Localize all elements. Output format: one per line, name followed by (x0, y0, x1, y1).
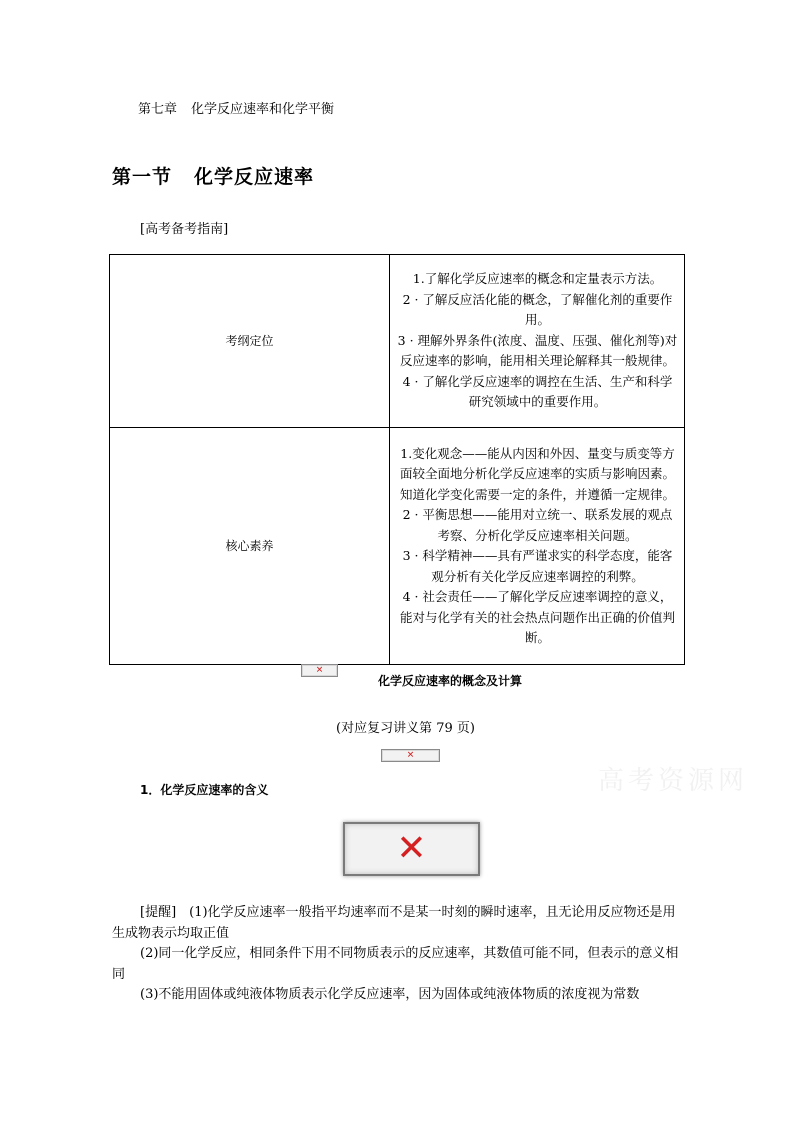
reminder-block (112, 903, 685, 1006)
list-item: 1.变化观念——能从内因和外因、量变与质变等方面较全面地分析化学反应速率的实质与影响因素。知道化学变化需要一定的条件，并遵循一定规律。 (399, 445, 675, 502)
chapter-heading (138, 98, 334, 117)
section-number: 第一节 (112, 166, 173, 188)
list-item: 2 · 了解反应活化能的概念，了解催化剂的重要作用。 (402, 291, 673, 328)
list-item: 4 · 了解化学反应速率的调控在生活、生产和科学研究领域中的重要作用。 (402, 373, 673, 410)
table-row (110, 428, 685, 665)
broken-image-icon: ✕ (381, 749, 440, 762)
section-heading (112, 162, 314, 189)
row-content-literacy (390, 428, 685, 665)
guide-label: [高考备考指南] (140, 222, 229, 237)
reminder-line: (2)同一化学反应，相同条件下用不同物质表示的反应速率，其数值可能不同，但表示的意义相同 (112, 946, 679, 982)
requirements-table (109, 254, 685, 665)
list-item: 3 · 科学精神——具有严谨求实的科学态度，能客观分析有关化学反应速率调控的利弊。 (402, 548, 673, 584)
row-label-literacy: 核心素养 (110, 428, 390, 665)
item-heading: 1．化学反应速率的含义 (140, 783, 269, 797)
watermark: 高考资源网 (598, 766, 749, 796)
section-title: 化学反应速率 (194, 166, 315, 188)
chapter-title: 化学反应速率和化学平衡 (191, 102, 335, 117)
knowledge-point-title: 化学反应速率的概念及计算 (378, 674, 523, 688)
list-item: 1.了解化学反应速率的概念和定量表示方法。 (412, 271, 663, 287)
chapter-number: 第七章 (138, 102, 178, 117)
row-content-syllabus (390, 255, 685, 428)
reminder-line: [提醒] (1)化学反应速率一般指平均速率而不是某一时刻的瞬时速率，且无论用反应物还是用生成物表示均取正值 (112, 905, 676, 941)
broken-image-icon: ✕ (343, 822, 480, 876)
list-item: 4 · 社会责任——了解化学反应速率调控的意义，能对与化学有关的社会热点问题作出正确的价值判断。 (399, 589, 675, 645)
broken-image-icon: ✕ (301, 664, 338, 677)
reminder-line: (3)不能用固体或纯液体物质表示化学反应速率，因为固体或纯液体物质的浓度视为常数 (140, 987, 640, 1002)
table-row (110, 255, 685, 428)
list-item: 3 · 理解外界条件(浓度、温度、压强、催化剂等)对反应速率的影响，能用相关理论解释其一般规律。 (397, 332, 678, 369)
page-reference: (对应复习讲义第 79 页) (336, 721, 475, 736)
row-label-syllabus: 考纲定位 (110, 255, 390, 428)
list-item: 2 · 平衡思想——能用对立统一、联系发展的观点考察、分析化学反应速率相关问题。 (402, 507, 673, 543)
